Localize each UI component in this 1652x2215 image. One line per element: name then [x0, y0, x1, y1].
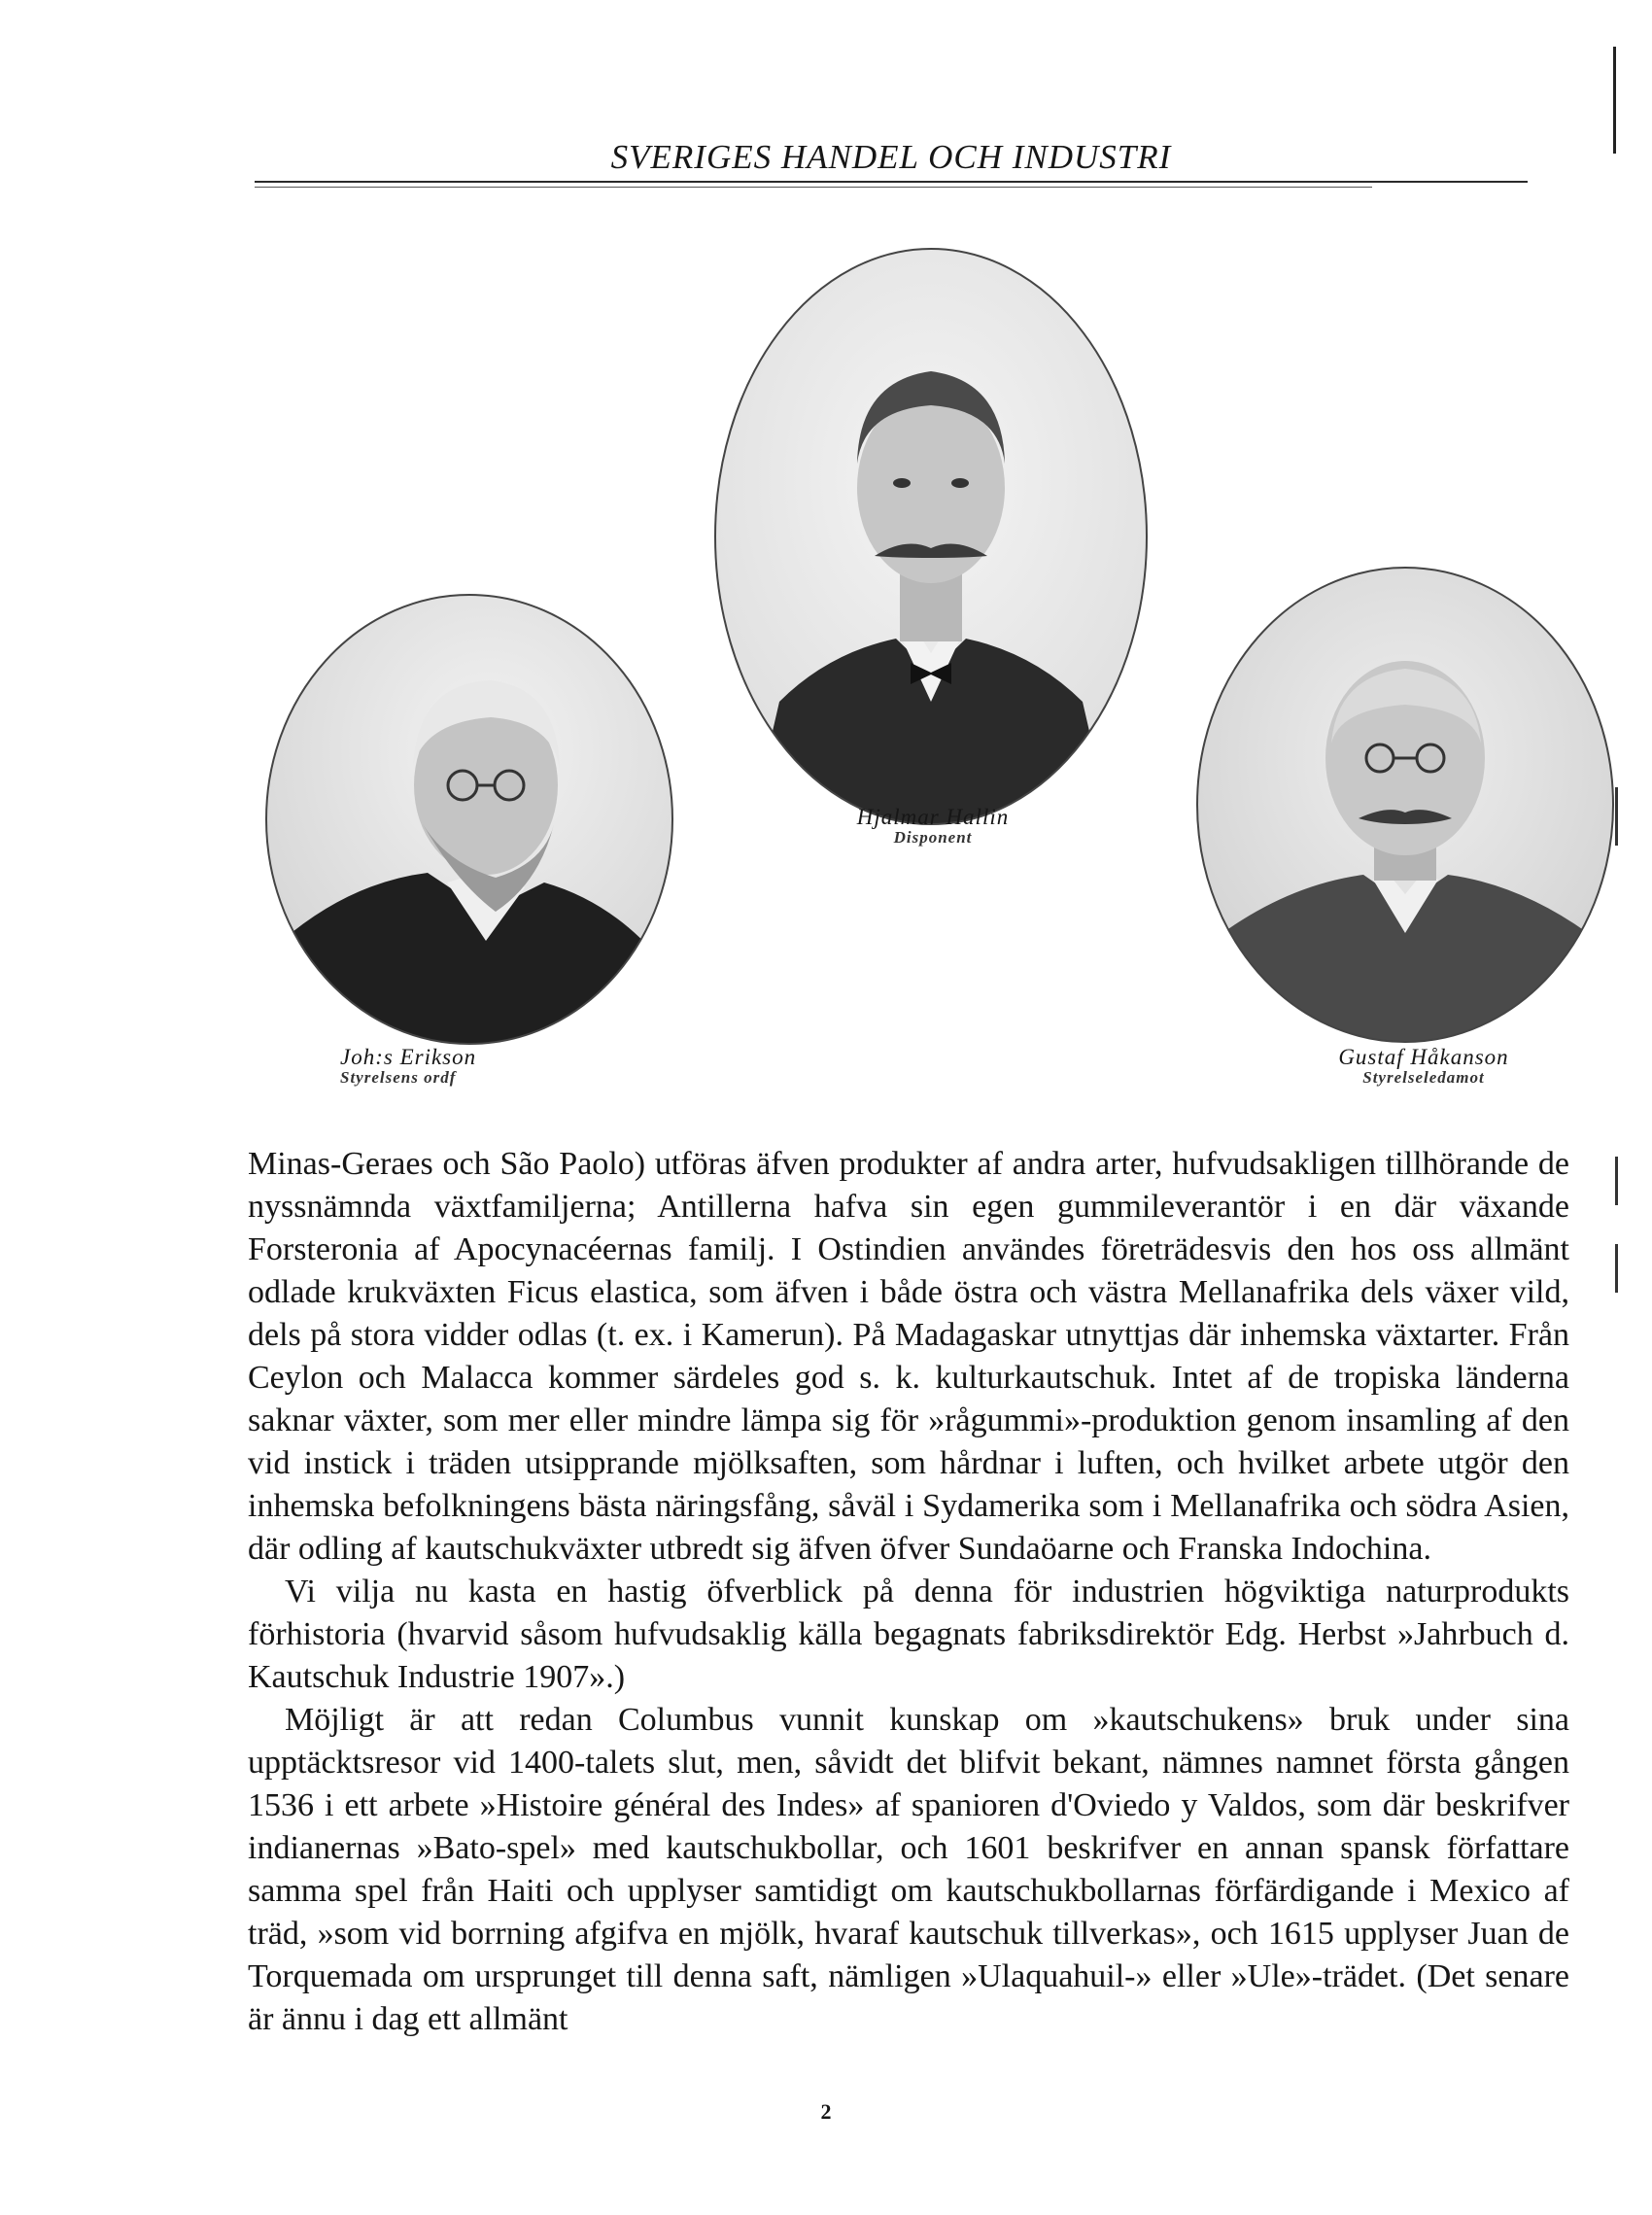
portrait-gustaf-hakanson-image — [1193, 564, 1617, 1046]
binding-edge-line — [1613, 47, 1616, 154]
portrait-gustaf-hakanson — [1193, 564, 1617, 1046]
margin-mark — [1615, 1157, 1618, 1205]
paragraph: Vi vilja nu kasta en hastig öfverblick på denna för industrien högviktiga naturprodukts förhistoria (hvarvid såsom hufvudsaklig källa begagnats fabriksdirektör Edg. Herbst »Jahrbuch d. Kautschuk Industrie 1907».) — [248, 1574, 1569, 1695]
page-number: 2 — [820, 2099, 832, 2124]
paragraph: Minas-Geraes och São Paolo) utföras äfven produkter af andra arter, hufvudsakligen tillhörande de nyssnämnda växtfamiljerna; Antillerna hafva sin egen gummileverantör i en där växande Forsteronia af Apocynacéernas familj. I Ostindien användes företrädesvis den hos oss allmänt odlade krukväxten Ficus elastica, som äfven i både östra och västra Mellanafrika dels växer vild, dels på stora vidder odlas (t. ex. i Kamerun). På Madagaskar utnyttjas där inhemska växtarter. Från Ceylon och Malacca kommer särdeles god s. k. kulturkautschuk. Intet af de tropiska länderna saknar växter, som mer eller mindre lämpa sig för »rågummi»-produktion genom insamling af den vid instick i träden utsipprande mjölksaften, som hårdnar i luften, och hvilket arbete utgör den inhemska befolkningens bästa näringsfång, såväl i Sydamerika som i Mellanafrika och södra Asien, där odling af kautschukväxter utbredt sig äfven öfver Sundaöarne och Franska Indochina. — [248, 1146, 1569, 1567]
caption-gustaf-hakanson — [1302, 1045, 1545, 1088]
portrait-role: Styrelseledamot — [1362, 1068, 1485, 1088]
portrait-role: Disponent — [893, 828, 973, 848]
header-rule — [255, 181, 1528, 183]
portrait-name: Joh:s Erikson — [340, 1045, 477, 1069]
caption-johs-erikson — [340, 1045, 554, 1088]
portrait-role: Styrelsens ordf — [340, 1068, 457, 1088]
running-header: SVERIGES HANDEL OCH INDUSTRI — [610, 138, 1172, 176]
paragraph: Möjligt är att redan Columbus vunnit kunskap om »kautschukens» bruk under sina upptäcktsresor vid 1400-talets slut, men, såvidt det blifvit bekant, nämnes namnet första gången 1536 i ett arbete »Histoire général des Indes» af spanioren d'Oviedo y Valdos, som där beskrifver indianernas »Bato-spel» med kautschukbollar, och 1601 beskrifver en annan spansk författare samma spel från Haiti och upplyser samtidigt om kautschukbollarnas förfärdigande i Mexico af träd, »som vid borrning afgifva en mjölk, hvaraf kautschuk tillverkas», och 1615 upplyser Juan de Torquemada om ursprunget till denna saft, nämligen »Ulaquahuil-» eller »Ule»-trädet. (Det senare är ännu i dag ett allmänt — [248, 1702, 1569, 2037]
portrait-johs-erikson — [262, 591, 676, 1048]
portrait-johs-erikson-image — [262, 591, 676, 1048]
portrait-name: Hjalmar Hallin — [856, 805, 1010, 829]
margin-mark — [1615, 1244, 1618, 1293]
caption-hjalmar-hallin — [758, 805, 1108, 848]
portrait-hjalmar-hallin — [711, 245, 1151, 828]
portrait-hjalmar-hallin-image — [711, 245, 1151, 828]
header-rule-secondary — [255, 187, 1372, 188]
portrait-name: Gustaf Håkanson — [1338, 1045, 1509, 1069]
body-text — [248, 1143, 1569, 2041]
